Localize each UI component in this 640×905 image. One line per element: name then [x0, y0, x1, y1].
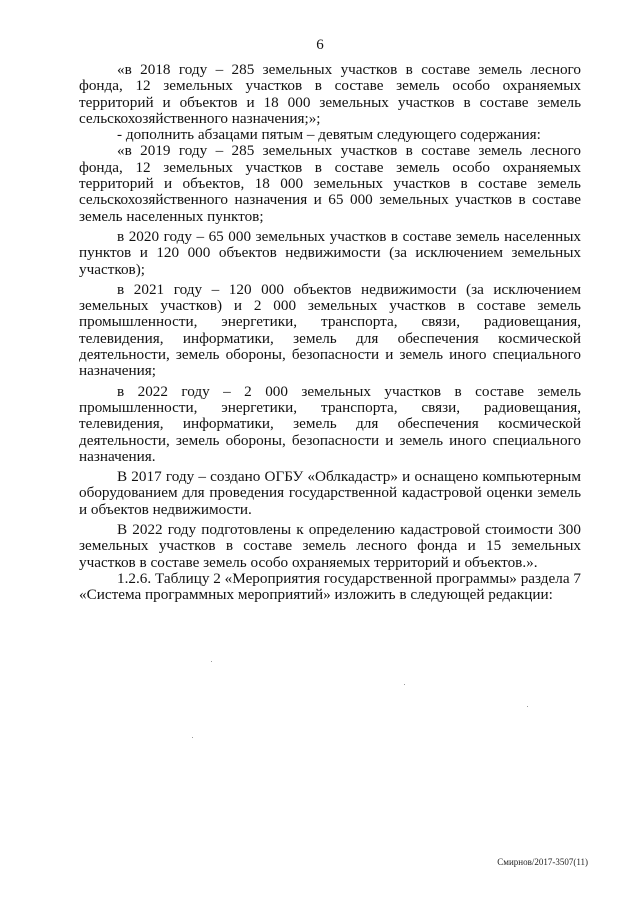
- document-body: [79, 62, 581, 604]
- scan-speck: [211, 661, 212, 662]
- scan-speck: [404, 684, 405, 685]
- paragraph-2019: «в 2019 году – 285 земельных участков в составе земель лесного фонда, 12 земельных участков в составе земель особо охраняемых территорий и объектов, 18 000 земельных участков в составе земель сельскохозяйственного назначения и 65 000 земельных участков в составе земель населенных пунктов;: [79, 142, 581, 225]
- paragraph-2021: в 2021 году – 120 000 объектов недвижимости (за исключением земельных участков) и 2 000 земельных участков в составе земель промышленности, энергетики, транспорта, связи, радиовещания, телевидения, информатики, земель для обеспечения космической деятельности, земель обороны, безопасности и земель иного специального назначения;: [79, 280, 581, 380]
- scan-speck: [192, 737, 193, 738]
- paragraph-2020: в 2020 году – 65 000 земельных участков в составе земель населенных пунктов и 120 000 объектов недвижимости (за исключением земельных участков);: [79, 227, 581, 278]
- document-registration-code: Смирнов/2017-3507(11): [497, 857, 588, 867]
- paragraph-2018: «в 2018 году – 285 земельных участков в составе земель лесного фонда, 12 земельных участков в составе земель особо охраняемых территорий и объектов и 18 000 земельных участков в составе земель сельскохозяйственного назначения;»;: [79, 61, 581, 127]
- scan-speck: [527, 706, 528, 707]
- page-number: 6: [316, 37, 324, 53]
- paragraph-2017-oblkadastr: В 2017 году – создано ОГБУ «Облкадастр» и оснащено компьютерным оборудованием для проведения государственной кадастровой оценки земель и объектов недвижимости.: [79, 468, 581, 518]
- paragraph-2022-prepared: В 2022 году подготовлены к определению кадастровой стоимости 300 земельных участков в составе земель лесного фонда и 15 земельных участков в составе земель особо охраняемых территорий и объектов.».: [79, 521, 581, 571]
- paragraph-2022: в 2022 году – 2 000 земельных участков в составе земель промышленности, энергетики, транспорта, связи, радиовещания, телевидения, информатики, земель для обеспечения космической деятельности, земель обороны, безопасности и земель иного специального назначения.: [79, 382, 581, 465]
- paragraph-amendment-intro: - дополнить абзацами пятым – девятым следующего содержания:: [117, 126, 541, 144]
- paragraph-1-2-6: 1.2.6. Таблицу 2 «Мероприятия государственной программы» раздела 7 «Система программных мероприятий» изложить в следующей редакции:: [79, 569, 581, 604]
